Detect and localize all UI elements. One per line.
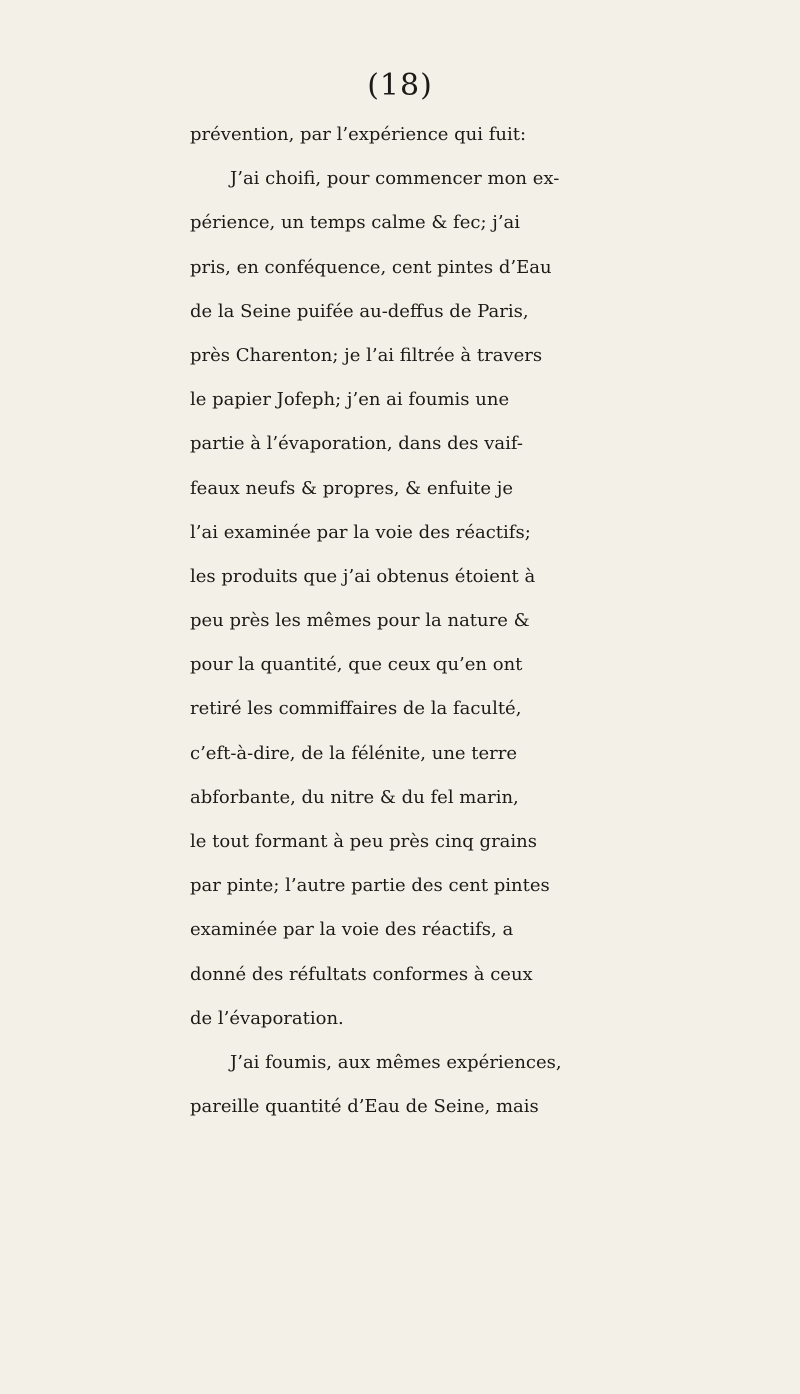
text-line: feaux neufs & propres, & enfuite je <box>190 477 513 499</box>
text-line: périence, un temps calme & fec; j’ai <box>190 212 521 234</box>
page-number: (18) <box>367 68 433 103</box>
text-line: de la Seine puifée au-deffus de Paris, <box>190 300 529 322</box>
text-line: partie à l’évaporation, dans des vaif- <box>190 433 523 455</box>
text-line: c’eft-à-dire, de la félénite, une terre <box>190 742 518 764</box>
text-line: pareille quantité d’Eau de Seine, mais <box>190 1096 539 1118</box>
text-line: J’ai foumis, aux mêmes expériences, <box>230 1051 562 1073</box>
text-line: l’ai examinée par la voie des réactifs; <box>190 521 531 543</box>
text-line: le papier Jofeph; j’en ai foumis une <box>190 389 510 411</box>
text-line: abforbante, du nitre & du fel marin, <box>190 786 519 808</box>
text-line: examinée par la voie des réactifs, a <box>190 919 514 941</box>
text-line: J’ai choifi, pour commencer mon ex- <box>230 168 560 190</box>
body-text <box>190 113 800 1129</box>
text-line: les produits que j’ai obtenus étoient à <box>190 565 536 587</box>
text-line: donné des réfultats conformes à ceux <box>190 963 533 985</box>
text-line: prévention, par l’expérience qui fuit: <box>190 124 527 145</box>
text-line: de l’évaporation. <box>190 1007 344 1029</box>
text-line: peu près les mêmes pour la nature & <box>190 610 530 632</box>
text-line: près Charenton; je l’ai filtrée à travers <box>190 344 543 366</box>
text-line: pris, en conféquence, cent pintes d’Eau <box>190 256 552 278</box>
text-line: par pinte; l’autre partie des cent pintes <box>190 875 550 897</box>
text-line: pour la quantité, que ceux qu’en ont <box>190 654 523 676</box>
text-line: le tout formant à peu près cinq grains <box>190 831 538 852</box>
text-line: retiré les commiffaires de la faculté, <box>190 698 522 720</box>
